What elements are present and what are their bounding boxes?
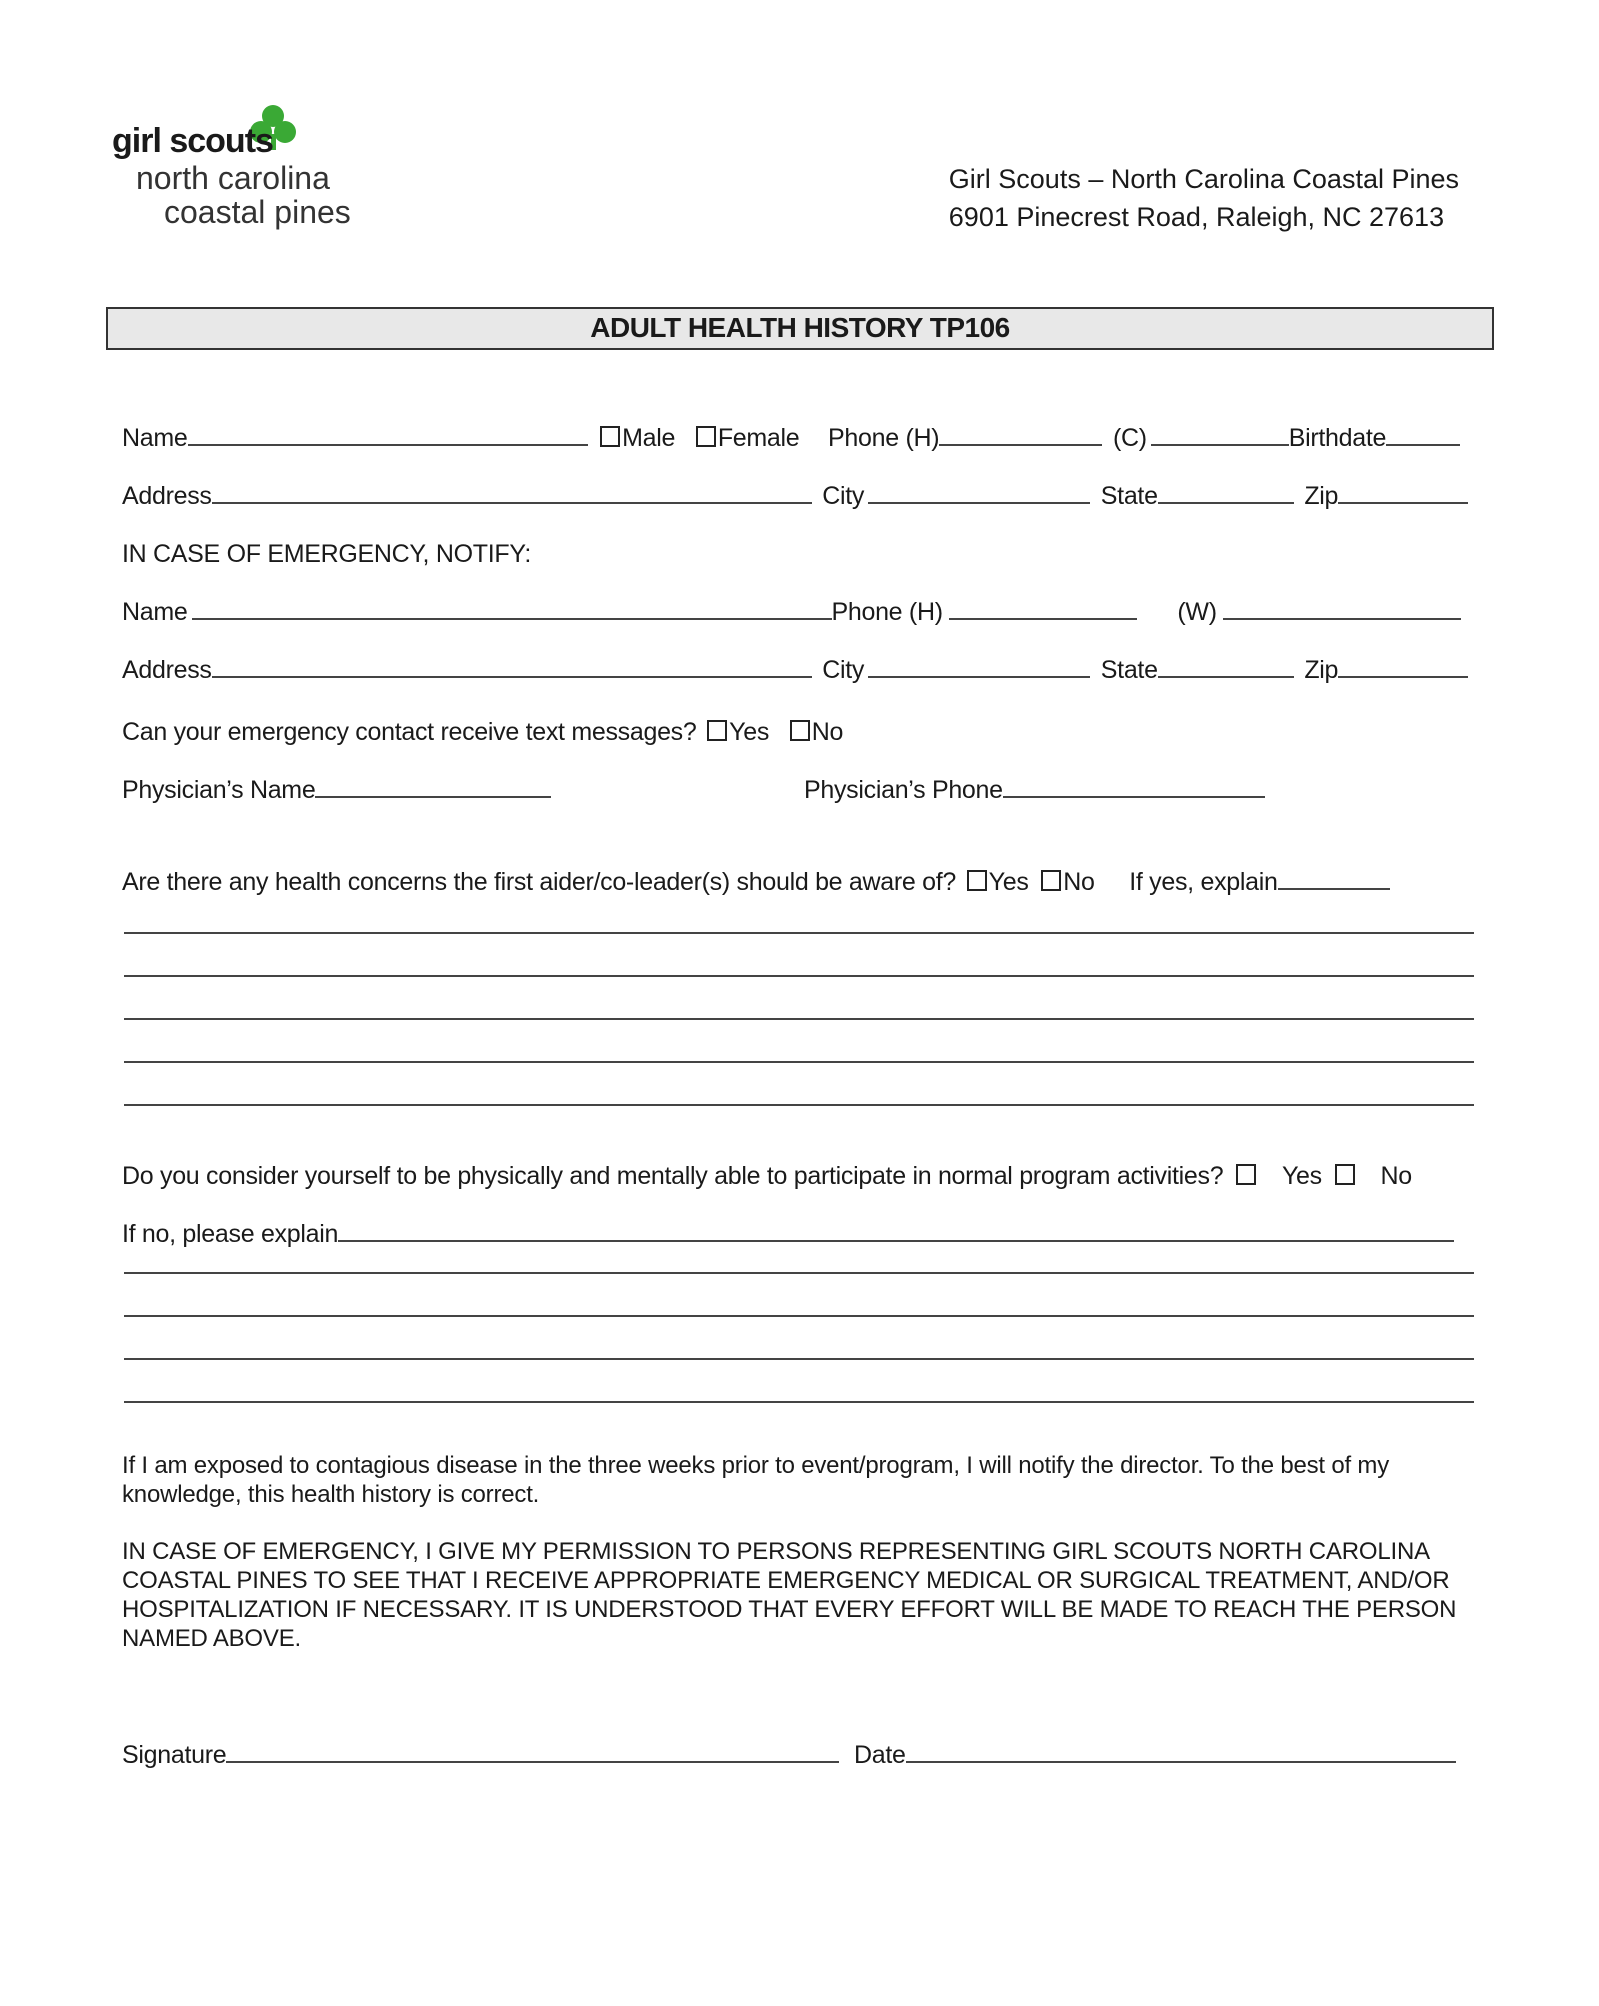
male-label: Male xyxy=(622,424,676,452)
physician-phone-row xyxy=(804,774,1265,806)
state-label: State xyxy=(1100,482,1158,510)
ability-yes-checkbox[interactable] xyxy=(1236,1164,1256,1185)
birthdate-field[interactable] xyxy=(1386,422,1460,446)
logo xyxy=(112,104,412,234)
emergency-state-field[interactable] xyxy=(1158,654,1294,678)
emergency-city-label: City xyxy=(822,656,865,684)
female-checkbox[interactable] xyxy=(696,426,716,447)
phone-c-label: (C) xyxy=(1112,424,1147,452)
health-no-checkbox[interactable] xyxy=(1041,870,1061,891)
birthdate-label: Birthdate xyxy=(1288,424,1387,452)
logo-line-3: coastal pines xyxy=(164,194,351,230)
ability-explain-line-1[interactable] xyxy=(124,1272,1474,1274)
emergency-phone-h-field[interactable] xyxy=(949,596,1137,620)
permission-statement: IN CASE OF EMERGENCY, I GIVE MY PERMISSION TO PERSONS REPRESENTING GIRL SCOUTS NORTH CAROLINA COASTAL PINES TO SEE THAT I RECEIVE APPROPRIATE EMERGENCY MEDICAL OR SURGICAL TREATMENT, AND/OR HOSPITALIZATION IF NECESSARY. IT IS UNDERSTOOD THAT EVERY EFFORT WILL BE MADE TO REACH THE PERSON NAMED ABOVE. xyxy=(122,1538,1457,1652)
female-label: Female xyxy=(717,424,800,452)
health-explain-line-4[interactable] xyxy=(124,1061,1474,1063)
physician-name-label: Physician’s Name xyxy=(122,776,316,804)
ability-explain-line-4[interactable] xyxy=(124,1401,1474,1403)
zip-field[interactable] xyxy=(1338,480,1468,504)
emergency-address-field[interactable] xyxy=(212,654,812,678)
org-name: Girl Scouts – North Carolina Coastal Pines xyxy=(948,164,1459,194)
ability-row xyxy=(122,1160,1412,1192)
health-explain-field[interactable] xyxy=(1278,866,1390,890)
phone-c-field[interactable] xyxy=(1151,422,1289,446)
ability-no-checkbox[interactable] xyxy=(1335,1164,1355,1185)
text-no-checkbox[interactable] xyxy=(790,720,810,741)
signature-row xyxy=(122,1739,1456,1771)
emergency-city-field[interactable] xyxy=(868,654,1090,678)
logo-line-2: north carolina xyxy=(136,160,330,196)
text-no-label: No xyxy=(811,718,844,746)
ability-question: Do you consider yourself to be physically and mentally able to participate in normal program activities? xyxy=(122,1162,1224,1190)
ability-yes-label: Yes xyxy=(1281,1162,1322,1190)
phone-h-field[interactable] xyxy=(939,422,1102,446)
emergency-zip-label: Zip xyxy=(1304,656,1339,684)
phone-h-label: Phone (H) xyxy=(828,424,940,452)
ability-explain-label: If no, please explain xyxy=(122,1220,339,1248)
emergency-state-label: State xyxy=(1100,656,1158,684)
physician-phone-label: Physician’s Phone xyxy=(804,776,1003,804)
signature-field[interactable] xyxy=(226,1739,839,1763)
emergency-address-label: Address xyxy=(122,656,212,684)
ability-explain-line-2[interactable] xyxy=(124,1315,1474,1317)
text-yes-label: Yes xyxy=(729,718,770,746)
emergency-phone-w-label: (W) xyxy=(1177,598,1217,626)
form-title: ADULT HEALTH HISTORY TP106 xyxy=(106,307,1494,350)
emergency-row-2 xyxy=(122,654,1468,686)
health-explain-line-2[interactable] xyxy=(124,975,1474,977)
org-address-block xyxy=(949,160,1459,236)
state-field[interactable] xyxy=(1158,480,1294,504)
date-field[interactable] xyxy=(906,1739,1456,1763)
emergency-heading: IN CASE OF EMERGENCY, NOTIFY: xyxy=(122,540,531,568)
city-field[interactable] xyxy=(868,480,1090,504)
health-yes-label: Yes xyxy=(988,868,1029,896)
ability-no-label: No xyxy=(1380,1162,1412,1190)
health-yes-checkbox[interactable] xyxy=(967,870,987,891)
text-yes-checkbox[interactable] xyxy=(707,720,727,741)
text-message-row xyxy=(122,716,843,748)
physician-name-field[interactable] xyxy=(315,774,551,798)
address-field[interactable] xyxy=(212,480,812,504)
emergency-phone-w-field[interactable] xyxy=(1223,596,1461,620)
logo-line-1: girl scouts xyxy=(112,122,273,160)
health-explain-label: If yes, explain xyxy=(1129,868,1278,896)
health-no-label: No xyxy=(1063,868,1095,896)
emergency-name-field[interactable] xyxy=(192,596,832,620)
ability-explain-line-3[interactable] xyxy=(124,1358,1474,1360)
health-concerns-row xyxy=(122,866,1390,898)
ability-explain-field[interactable] xyxy=(338,1218,1454,1242)
physician-phone-field[interactable] xyxy=(1003,774,1265,798)
name-field[interactable] xyxy=(188,422,588,446)
zip-label: Zip xyxy=(1304,482,1339,510)
emergency-name-label: Name xyxy=(122,598,188,626)
ability-explain-row xyxy=(122,1218,1454,1250)
org-street-address: 6901 Pinecrest Road, Raleigh, NC 27613 xyxy=(948,202,1445,232)
emergency-row-1 xyxy=(122,596,1461,628)
name-label: Name xyxy=(122,424,188,452)
contagious-statement: If I am exposed to contagious disease in the three weeks prior to event/program, I will notify the director. To the best of my knowledge, this health history is correct. xyxy=(122,1452,1390,1508)
physician-name-row xyxy=(122,774,551,806)
emergency-zip-field[interactable] xyxy=(1338,654,1468,678)
personal-row-2 xyxy=(122,480,1468,512)
emergency-phone-h-label: Phone (H) xyxy=(831,598,943,626)
health-explain-line-3[interactable] xyxy=(124,1018,1474,1020)
date-label: Date xyxy=(853,1741,906,1769)
health-concerns-question: Are there any health concerns the first aider/co-leader(s) should be aware of? xyxy=(122,868,957,896)
text-message-question: Can your emergency contact receive text messages? xyxy=(122,718,697,746)
health-explain-line-5[interactable] xyxy=(124,1104,1474,1106)
signature-label: Signature xyxy=(122,1741,227,1769)
city-label: City xyxy=(822,482,865,510)
personal-row-1 xyxy=(122,422,1460,454)
male-checkbox[interactable] xyxy=(600,426,620,447)
address-label: Address xyxy=(122,482,212,510)
health-explain-line-1[interactable] xyxy=(124,932,1474,934)
